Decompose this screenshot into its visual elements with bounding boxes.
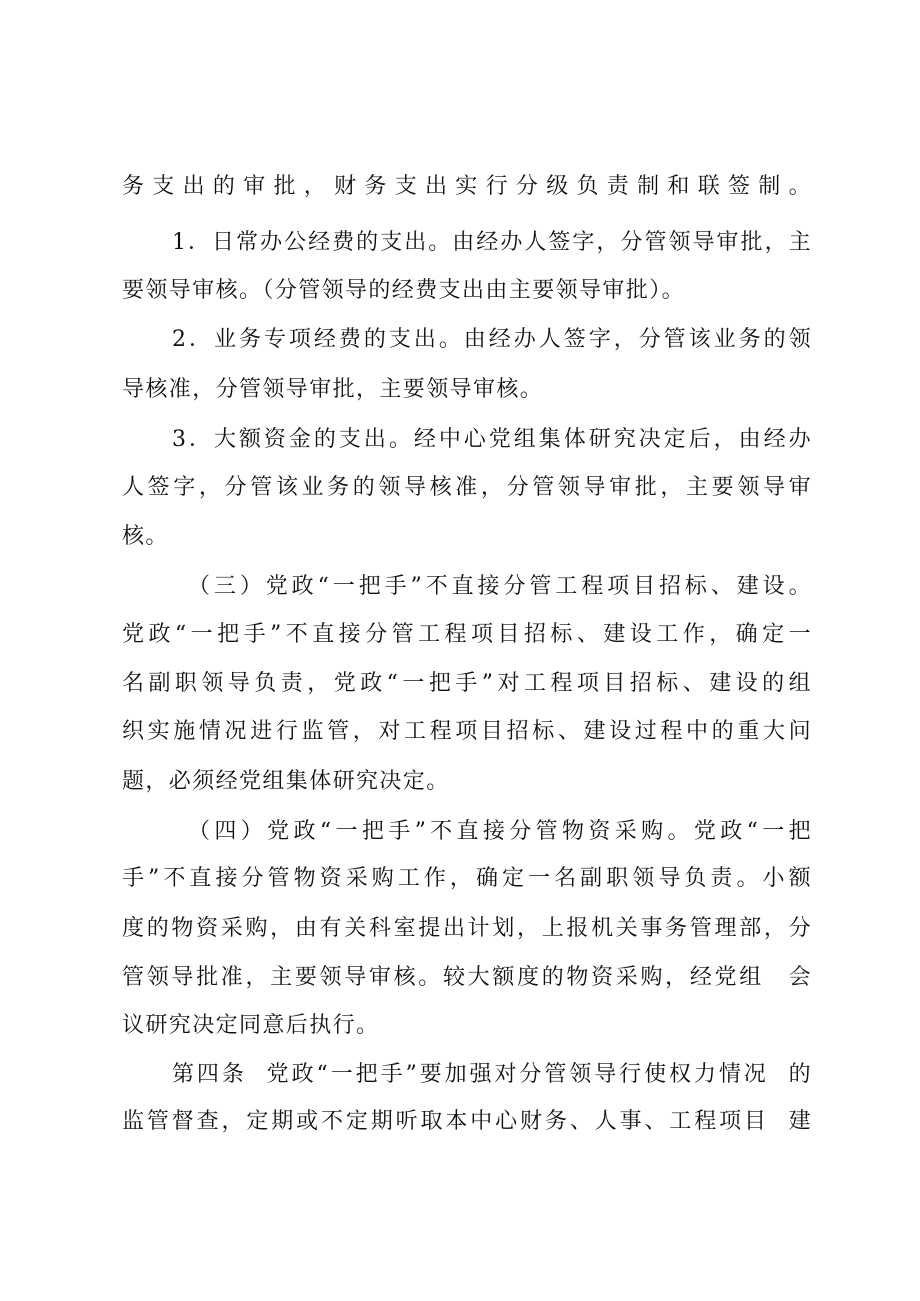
paragraph-line: 题，必须经党组集体研究决定。 [122, 769, 450, 794]
paragraph-line: 监管督查，定期或不定期听取本中心财务、人事、工程项目 建 [122, 1109, 812, 1134]
paragraph-line: 2．业务专项经费的支出。由经办人签字，分管该业务的领 [172, 327, 812, 352]
paragraph-line: 务支出的审批，财务支出实行分级负责制和联签制。 [122, 174, 812, 199]
paragraph-line: 管领导批准，主要领导审核。较大额度的物资采购，经党组 会 [122, 965, 812, 990]
paragraph-line: 手”不直接分管物资采购工作，确定一名副职领导负责。小额 [122, 866, 812, 891]
paragraph-line: 议研究决定同意后执行。 [122, 1013, 380, 1038]
paragraph-line: 人签字，分管该业务的领导核准，分管领导审批，主要领导审 [122, 475, 812, 500]
paragraph-line: 导核准，分管领导审批，主要领导审核。 [122, 377, 544, 402]
paragraph-line: 3．大额资金的支出。经中心党组集体研究决定后，由经办 [172, 427, 812, 452]
paragraph-line: 1．日常办公经费的支出。由经办人签字，分管领导审批，主 [172, 230, 812, 255]
paragraph-line: （四）党政“一把手”不直接分管物资采购。党政“一把 [188, 819, 812, 844]
paragraph-line: （三）党政“一把手”不直接分管工程项目招标、建设。 [188, 574, 812, 599]
paragraph-line: 度的物资采购，由有关科室提出计划，上报机关事务管理部，分 [122, 916, 812, 941]
paragraph-line: 织实施情况进行监管，对工程项目招标、建设过程中的重大问 [122, 719, 812, 744]
paragraph-line: 要领导审核。（分管领导的经费支出由主要领导审批）。 [122, 278, 686, 303]
paragraph-line: 党政“一把手”不直接分管工程项目招标、建设工作，确定一 [122, 622, 812, 647]
paragraph-line: 名副职领导负责，党政“一把手”对工程项目招标、建设的组 [122, 671, 812, 696]
paragraph-line: 核。 [122, 524, 169, 549]
paragraph-line: 第四条 党政“一把手”要加强对分管领导行使权力情况 的 [172, 1062, 812, 1087]
